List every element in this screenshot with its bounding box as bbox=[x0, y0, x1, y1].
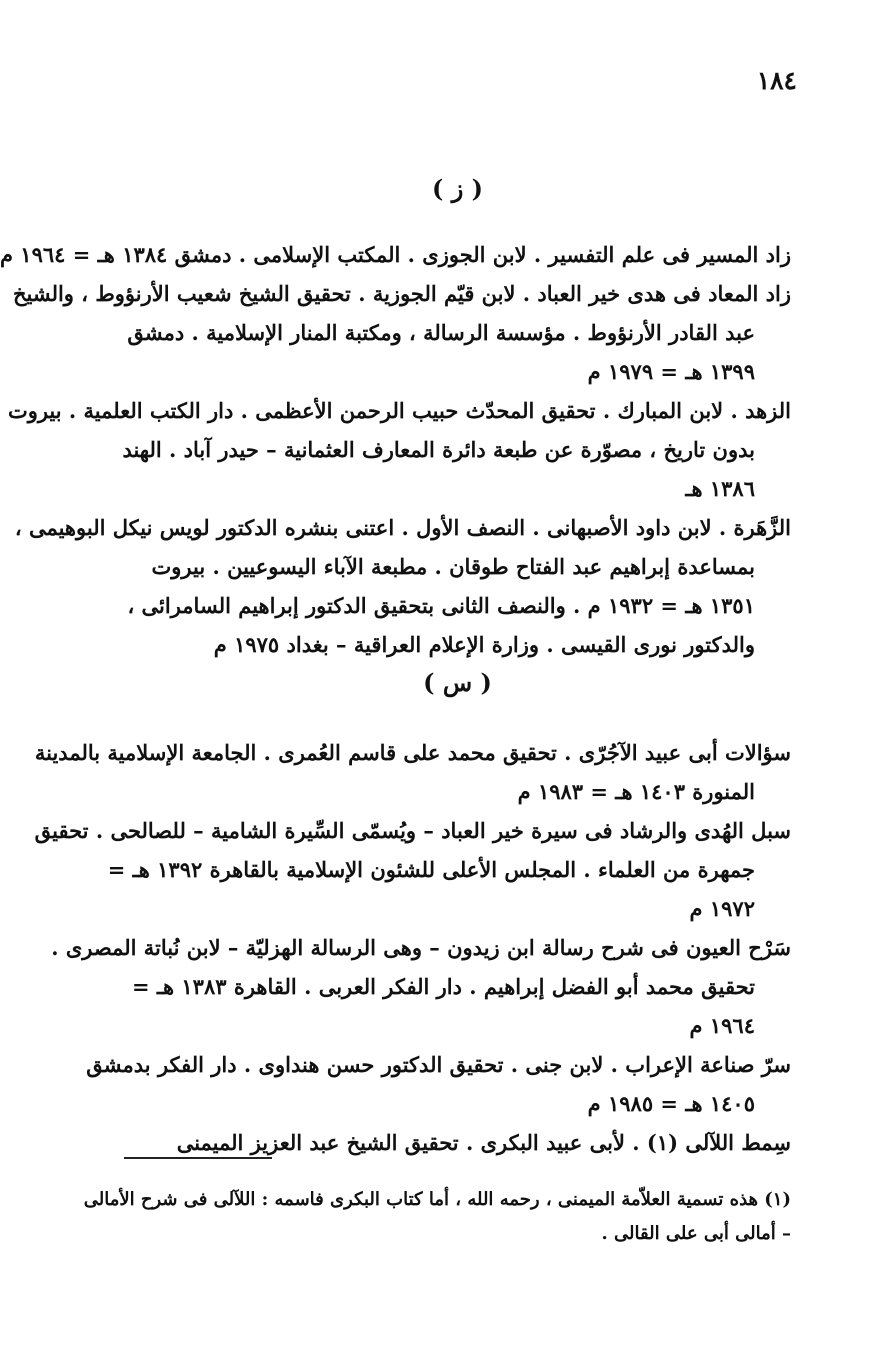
bibliography-entry bbox=[0, 235, 791, 274]
entry-line: تحقيق محمد أبو الفضل إبراهيم . دار الفكر العربى . القاهرة ١٣٨٣ هـ = bbox=[131, 974, 755, 999]
entry-line: سَرْح العيون فى شرح رسالة ابن زيدون – وهى الرسالة الهزليّة – لابن نُباتة المصرى . bbox=[51, 935, 791, 960]
footnote-divider bbox=[124, 1157, 272, 1159]
entry-line: بمساعدة إبراهيم عبد الفتاح طوقان . مطبعة الآباء اليسوعيين . بيروت bbox=[151, 554, 755, 579]
entry-line: عبد القادر الأرنؤوط . مؤسسة الرسالة ، ومكتبة المنار الإسلامية . دمشق bbox=[127, 320, 755, 345]
bibliography-entry bbox=[86, 1045, 791, 1123]
section-heading-sin: ( س ) bbox=[423, 668, 492, 697]
entry-line: سرّ صناعة الإعراب . لابن جنى . تحقيق الدكتور حسن هنداوى . دار الفكر بدمشق bbox=[86, 1052, 791, 1077]
entry-line: ١٩٧٢ م bbox=[689, 896, 755, 921]
bibliography-entry bbox=[34, 733, 791, 811]
entry-line: جمهرة من العلماء . المجلس الأعلى للشئون الإسلامية بالقاهرة ١٣٩٢ هـ = bbox=[107, 857, 755, 882]
section-heading-zay: ( ز ) bbox=[431, 174, 483, 203]
entry-line: والدكتور نورى القيسى . وزارة الإعلام العراقية – بغداد ١٩٧٥ م bbox=[213, 632, 755, 657]
entry-line: ١٣٥١ هـ = ١٩٣٢ م . والنصف الثانى بتحقيق الدكتور إبراهيم السامرائى ، bbox=[127, 593, 755, 618]
entry-line: المنورة ١٤٠٣ هـ = ١٩٨٣ م bbox=[517, 779, 755, 804]
page-number: ١٨٤ bbox=[756, 66, 797, 95]
entry-line: الزهد . لابن المبارك . تحقيق المحدّث حبيب الرحمن الأعظمى . دار الكتب العلمية . بيروت bbox=[7, 398, 791, 423]
entry-line: الزَّهَرة . لابن داود الأصبهانى . النصف الأول . اعتنى بنشره الدكتور لويس نيكل البوهيمى ، bbox=[14, 515, 791, 540]
footnote bbox=[83, 1183, 791, 1251]
footnote-line: (١) هذه تسمية العلاّمة الميمنى ، رحمه الله ، أما كتاب البكرى فاسمه : اللآلى فى شرح الأمالى bbox=[83, 1189, 791, 1210]
entry-line: ١٣٨٦ هـ bbox=[685, 476, 755, 501]
entry-line: زاد المسير فى علم التفسير . لابن الجوزى . المكتب الإسلامى . دمشق ١٣٨٤ هـ = ١٩٦٤ م bbox=[0, 242, 791, 267]
bibliography-entry bbox=[51, 928, 791, 1045]
section-zay-entries bbox=[0, 235, 791, 664]
bibliography-entry bbox=[14, 508, 791, 664]
entry-line: ١٣٩٩ هـ = ١٩٧٩ م bbox=[587, 359, 755, 384]
entry-line: سبل الهُدى والرشاد فى سيرة خير العباد – ويُسمّى السِّيرة الشامية – للصالحى . تحقيق bbox=[34, 818, 791, 843]
entry-line: سؤالات أبى عبيد الآجُرّى . تحقيق محمد على قاسم العُمرى . الجامعة الإسلامية بالمدينة bbox=[34, 740, 791, 765]
bibliography-entry bbox=[12, 274, 791, 391]
entry-line: سِمط اللآلى (١) . لأبى عبيد البكرى . تحقيق الشيخ عبد العزيز الميمنى bbox=[176, 1130, 791, 1155]
entry-line: ١٤٠٥ هـ = ١٩٨٥ م bbox=[587, 1091, 755, 1116]
entry-line: ١٩٦٤ م bbox=[689, 1013, 755, 1038]
entry-line: بدون تاريخ ، مصوّرة عن طبعة دائرة المعارف العثمانية – حيدر آباد . الهند bbox=[122, 437, 755, 462]
section-sin-entries bbox=[34, 733, 791, 1162]
entry-line: زاد المعاد فى هدى خير العباد . لابن قيّم الجوزية . تحقيق الشيخ شعيب الأرنؤوط ، والشيخ bbox=[12, 281, 791, 306]
bibliography-entry bbox=[7, 391, 791, 508]
bibliography-entry bbox=[34, 811, 791, 928]
footnote-line: – أمالى أبى على القالى . bbox=[601, 1223, 791, 1244]
